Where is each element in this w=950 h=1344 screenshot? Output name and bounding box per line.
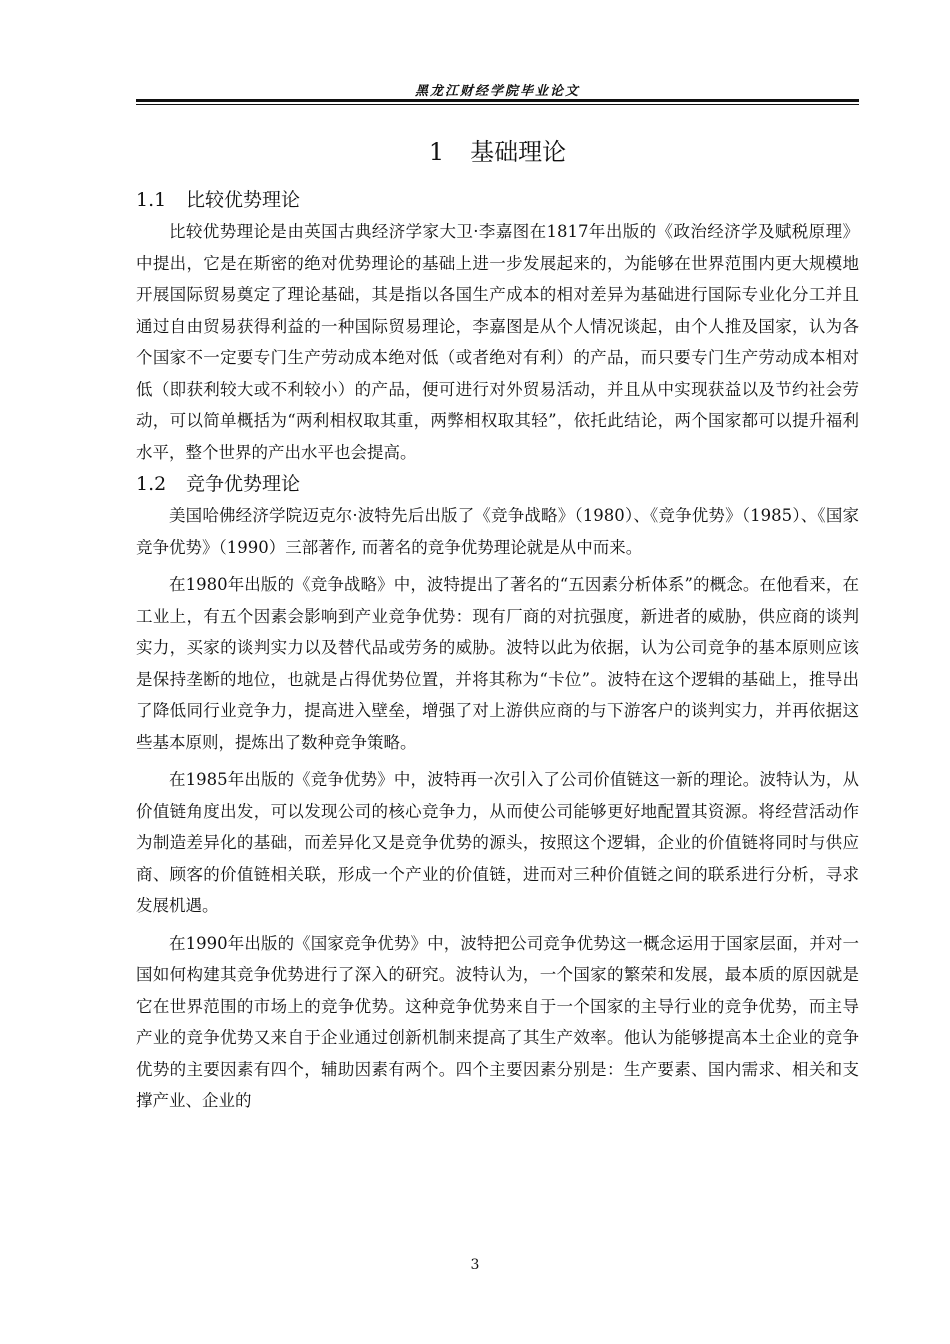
section-title-text: 比较优势理论	[186, 189, 301, 211]
page-content	[136, 130, 859, 1117]
paragraph: 比较优势理论是由英国古典经济学家大卫·李嘉图在1817年出版的《政治经济学及赋税原理》中提出，它是在斯密的绝对优势理论的基础上进一步发展起来的，为能够在世界范围内更大规模地开展国际贸易奠定了理论基础，其是指以各国生产成本的相对差异为基础进行国际专业化分工并且通过自由贸易获得利益的一种国际贸易理论，李嘉图是从个人情况谈起，由个人推及国家，认为各个国家不一定要专门生产劳动成本绝对低（或者绝对有利）的产品，而只要专门生产劳动成本相对低（即获利较大或不利较小）的产品，便可进行对外贸易活动，并且从中实现获益以及节约社会劳动，可以简单概括为“两利相权取其重，两弊相权取其轻”，依托此结论，两个国家都可以提升福利水平，整个世界的产出水平也会提高。	[136, 222, 859, 462]
paragraph: 在1980年出版的《竞争战略》中，波特提出了著名的“五因素分析体系”的概念。在他看来，在工业上，有五个因素会影响到产业竞争优势：现有厂商的对抗强度，新进者的威胁，供应商的谈判实力，买家的谈判实力以及替代品或劳务的威胁。波特以此为依据，认为公司竞争的基本原则应该是保持垄断的地位，也就是占得优势位置，并将其称为“卡位”。波特在这个逻辑的基础上，推导出了降低同行业竞争力，提高进入壁垒，增强了对上游供应商的与下游客户的谈判实力，并再依据这些基本原则，提炼出了数种竞争策略。	[136, 575, 859, 752]
header-title: 黑龙江财经学院毕业论文	[414, 84, 580, 99]
chapter-number: 1	[428, 138, 445, 166]
section-title-text: 竞争优势理论	[186, 473, 301, 495]
paragraph: 在1990年出版的《国家竞争优势》中，波特把公司竞争优势这一概念运用于国家层面，并对一国如何构建其竞争优势进行了深入的研究。波特认为，一个国家的繁荣和发展，最本质的原因就是它在世界范围的市场上的竞争优势。这种竞争优势来自于一个国家的主导行业的竞争优势，而主导产业的竞争优势又来自于企业通过创新机制来提高了其生产效率。他认为能够提高本土企业的竞争优势的主要因素有四个，辅助因素有两个。四个主要因素分别是：生产要素、国内需求、相关和支撑产业、企业的	[136, 933, 859, 1110]
section-number: 1.2	[136, 473, 167, 495]
chapter-title	[136, 130, 859, 174]
section-number: 1.1	[136, 189, 167, 211]
chapter-title-text: 基础理论	[470, 138, 567, 166]
section-title-1-1	[136, 184, 859, 216]
header-rule-thin	[136, 104, 859, 105]
paragraph: 在1985年出版的《竞争优势》中，波特再一次引入了公司价值链这一新的理论。波特认为，从价值链角度出发，可以发现公司的核心竞争力，从而使公司能够更好地配置其资源。将经营活动作为制造差异化的基础，而差异化又是竞争优势的源头，按照这个逻辑，企业的价值链将同时与供应商、顾客的价值链相关联，形成一个产业的价值链，进而对三种价值链之间的联系进行分析，寻求发展机遇。	[136, 770, 859, 915]
page-number: 3	[470, 1257, 480, 1273]
header-rule-thick	[136, 99, 859, 102]
paragraph: 美国哈佛经济学院迈克尔·波特先后出版了《竞争战略》（1980）、《竞争优势》（1985）、《国家竞争优势》（1990）三部著作, 而著名的竞争优势理论就是从中而来。	[136, 506, 859, 557]
section-title-1-2	[136, 468, 859, 500]
page-header	[136, 76, 859, 106]
